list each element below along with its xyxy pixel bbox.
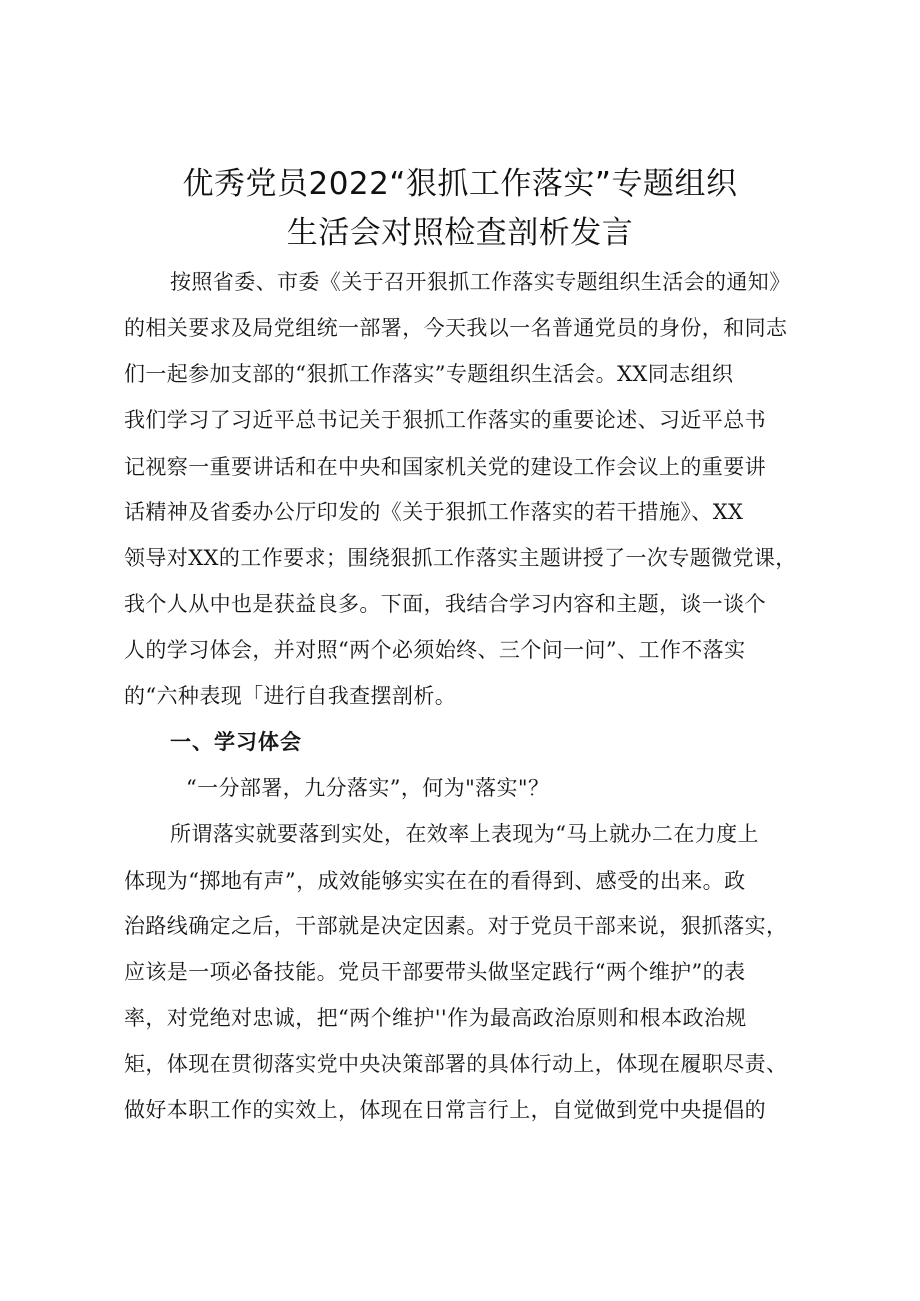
- intro-line: 的“六种表现「进行自我查摆剖析。: [124, 684, 457, 708]
- quote-line: “一分部署，九分落实”，何为"落实"？: [186, 776, 550, 800]
- body-line: 矩，体现在贯彻落实党中央决策部署的具体行动上，体现在履职尽责、: [124, 1052, 788, 1076]
- body-line: 应该是一项必备技能。党员干部要带头做坚定践行“两个维护”的表: [124, 960, 746, 984]
- intro-line: 的相关要求及局党组统一部署，今天我以一名普通党员的身份，和同志: [124, 316, 788, 340]
- document-title-line-2: 生活会对照检查剖析发言: [286, 215, 634, 251]
- body-line: 所谓落实就要落到实处，在效率上表现为“马上就办二在力度上: [170, 822, 759, 846]
- section-heading-learning: 一、学习体会: [170, 730, 302, 754]
- body-line: 体现为“掷地有声”，成效能够实实在在的看得到、感受的出来。政: [124, 869, 746, 893]
- intro-line: 话精神及省委办公厅印发的《关于狠抓工作落实的若干措施》、XX: [124, 500, 744, 524]
- body-line: 治路线确定之后，干部就是决定因素。对于党员干部来说，狠抓落实，: [124, 914, 788, 938]
- intro-line: 们一起参加支部的“狠抓工作落实”专题组织生活会。XX同志组织: [124, 362, 734, 386]
- intro-line: 按照省委、市委《关于召开狠抓工作落实专题组织生活会的通知》: [170, 270, 791, 294]
- intro-line: 我个人从中也是获益良多。下面，我结合学习内容和主题，谈一谈个: [124, 592, 766, 616]
- intro-line: 人的学习体会，并对照“两个必须始终、三个问一问”、工作不落实: [124, 638, 746, 662]
- body-line: 率，对党绝对忠诚，把“两个维护''作为最高政治原则和根本政治规: [124, 1006, 747, 1030]
- intro-line: 记视察一重要讲话和在中央和国家机关党的建设工作会议上的重要讲: [124, 455, 766, 479]
- body-line: 做好本职工作的实效上，体现在日常言行上，自觉做到党中央提倡的: [124, 1098, 766, 1122]
- document-title-line-1: 优秀党员2022“狠抓工作落实”专题组织: [182, 166, 738, 202]
- intro-line: 我们学习了习近平总书记关于狠抓工作落实的重要论述、习近平总书: [124, 408, 766, 432]
- intro-line: 领导对XX的工作要求；围绕狠抓工作落实主题讲授了一次专题微党课，: [124, 546, 797, 570]
